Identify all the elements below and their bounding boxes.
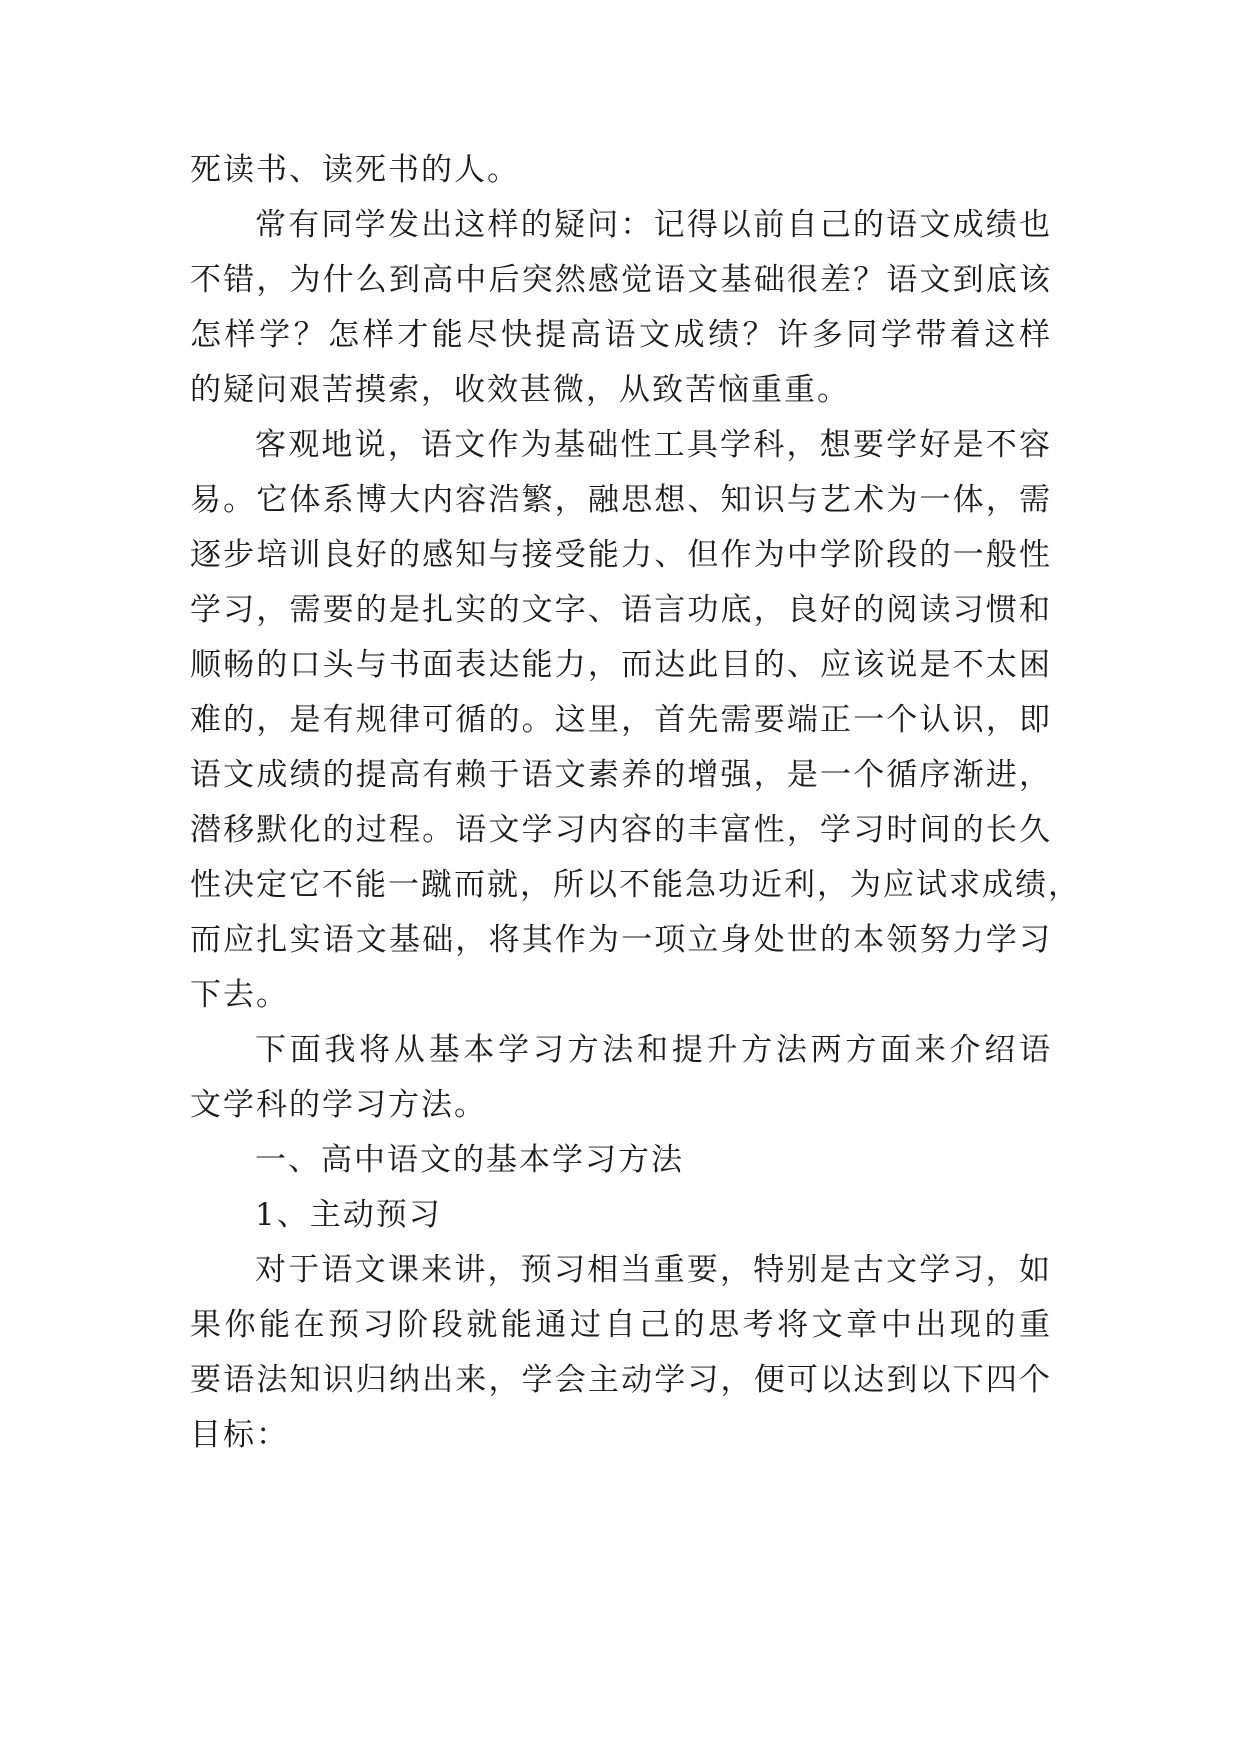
text-line: 怎样学？怎样才能尽快提高语文成绩？许多同学带着这样 bbox=[190, 317, 1052, 353]
text-line: 下去。 bbox=[190, 977, 289, 1013]
text-line: 死读书、读死书的人。 bbox=[190, 152, 520, 188]
text-line: 潜移默化的过程。语文学习内容的丰富性，学习时间的长久 bbox=[190, 812, 1052, 848]
text-line: 顺畅的口头与书面表达能力，而达此目的、应该说是不太困 bbox=[190, 647, 1052, 683]
text-line: 的疑问艰苦摸索，收效甚微，从致苦恼重重。 bbox=[190, 372, 850, 408]
text-line: 逐步培训良好的感知与接受能力、但作为中学阶段的一般性 bbox=[190, 537, 1052, 573]
text-line: 客观地说，语文作为基础性工具学科，想要学好是不容 bbox=[255, 427, 1052, 463]
text-line: 易。它体系博大内容浩繁，融思想、知识与艺术为一体，需 bbox=[190, 482, 1052, 518]
text-line: 下面我将从基本学习方法和提升方法两方面来介绍语 bbox=[255, 1032, 1052, 1068]
text-line: 果你能在预习阶段就能通过自己的思考将文章中出现的重 bbox=[190, 1307, 1052, 1343]
section-heading: 一、高中语文的基本学习方法 bbox=[255, 1142, 684, 1178]
text-line: 学习，需要的是扎实的文字、语言功底，良好的阅读习惯和 bbox=[190, 592, 1052, 628]
text-line: 常有同学发出这样的疑问：记得以前自己的语文成绩也 bbox=[255, 207, 1052, 243]
text-line: 不错，为什么到高中后突然感觉语文基础很差？语文到底该 bbox=[190, 262, 1052, 298]
text-line: 而应扎实语文基础，将其作为一项立身处世的本领努力学习 bbox=[190, 922, 1052, 958]
text-line: 性决定它不能一蹴而就，所以不能急功近利，为应试求成绩， bbox=[190, 867, 1081, 903]
text-line: 目标： bbox=[190, 1417, 289, 1453]
text-line: 文学科的学习方法。 bbox=[190, 1087, 487, 1123]
text-line: 要语法知识归纳出来，学会主动学习，便可以达到以下四个 bbox=[190, 1362, 1052, 1398]
subsection-heading: 1、主动预习 bbox=[255, 1197, 442, 1233]
text-line: 语文成绩的提高有赖于语文素养的增强，是一个循序渐进， bbox=[190, 757, 1052, 793]
text-line: 对于语文课来讲，预习相当重要，特别是古文学习，如 bbox=[255, 1252, 1052, 1288]
text-line: 难的，是有规律可循的。这里，首先需要端正一个认识，即 bbox=[190, 702, 1052, 738]
